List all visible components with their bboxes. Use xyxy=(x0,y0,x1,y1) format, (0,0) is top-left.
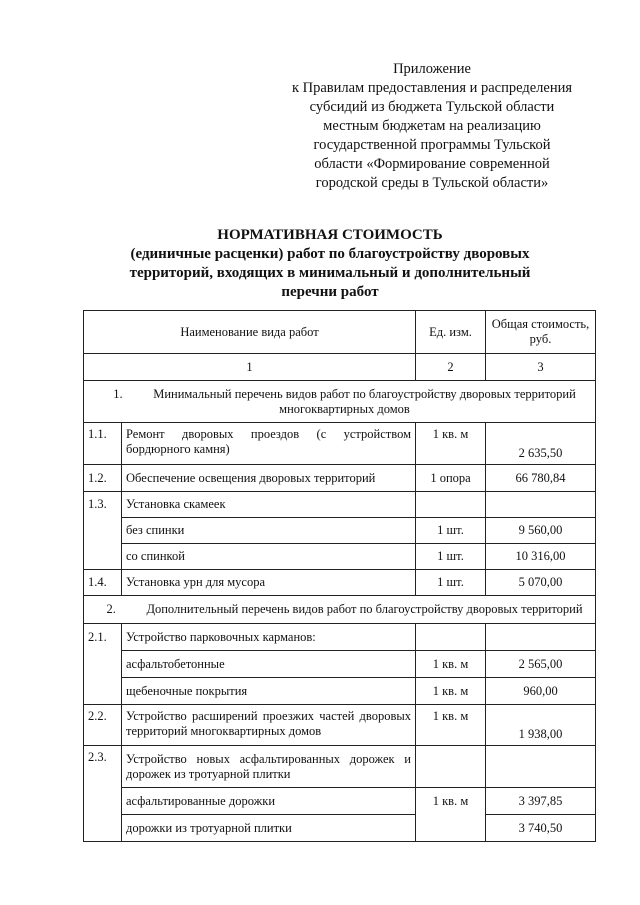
row-number: 2.3. xyxy=(84,746,122,842)
row-cost: 2 635,50 xyxy=(486,423,596,465)
row-unit: 1 кв. м xyxy=(416,423,486,465)
row-unit: 1 кв. м xyxy=(416,705,486,746)
table-row xyxy=(84,705,596,746)
section-title: Дополнительный перечень видов работ по благоустройству дворовых территорий xyxy=(146,602,583,616)
table-row xyxy=(84,423,596,465)
section-row xyxy=(84,596,596,624)
row-name: Устройство парковочных карманов: xyxy=(122,624,416,651)
section-2 xyxy=(84,596,596,624)
row-unit: 1 шт. xyxy=(416,570,486,596)
row-name: щебеночные покрытия xyxy=(122,678,416,705)
row-unit: 1 шт. xyxy=(416,544,486,570)
appendix-line: городской среды в Тульской области» xyxy=(315,175,549,191)
row-unit: 1 кв. м xyxy=(416,788,486,842)
title-line: перечни работ xyxy=(281,284,379,300)
appendix-line: государственной программы Тульской xyxy=(313,137,551,153)
row-name: со спинкой xyxy=(122,544,416,570)
row-name: Устройство новых асфальтированных дорожек и дорожек из тротуарной плитки xyxy=(122,746,416,788)
row-unit: 1 кв. м xyxy=(416,651,486,678)
row-cost: 10 316,00 xyxy=(486,544,596,570)
row-number: 1.1. xyxy=(84,423,122,465)
table-row xyxy=(84,815,596,842)
row-unit: 1 опора xyxy=(416,465,486,492)
row-number: 2.2. xyxy=(84,705,122,746)
row-number: 1.3. xyxy=(84,492,122,570)
table-row xyxy=(84,678,596,705)
row-name: асфальтированные дорожки xyxy=(122,788,416,815)
table-row xyxy=(84,788,596,815)
row-name: Установка скамеек xyxy=(122,492,416,518)
row-unit xyxy=(416,624,486,651)
appendix-header xyxy=(272,60,592,193)
row-number: 1.4. xyxy=(84,570,122,596)
table-row xyxy=(84,465,596,492)
row-cost: 66 780,84 xyxy=(486,465,596,492)
row-unit: 1 шт. xyxy=(416,518,486,544)
row-cost: 3 397,85 xyxy=(486,788,596,815)
column-number: 2 xyxy=(416,354,486,381)
row-name: асфальтобетонные xyxy=(122,651,416,678)
section-number: 2. xyxy=(106,602,116,616)
table-row xyxy=(84,544,596,570)
table-row xyxy=(84,518,596,544)
table-row xyxy=(84,492,596,518)
row-number: 2.1. xyxy=(84,624,122,705)
table-row xyxy=(84,570,596,596)
row-cost xyxy=(486,746,596,788)
section-title: Минимальный перечень видов работ по благоустройству дворовых территорий многоквартирных домов xyxy=(153,386,576,416)
row-cost: 960,00 xyxy=(486,678,596,705)
section-number: 1. xyxy=(113,386,123,401)
appendix-line: к Правилам предоставления и распределения xyxy=(291,80,573,96)
table-row xyxy=(84,624,596,651)
section-1 xyxy=(84,381,596,423)
row-cost xyxy=(486,624,596,651)
cost-table xyxy=(83,310,596,842)
header-cost: Общая стоимость, руб. xyxy=(486,311,596,354)
appendix-line: субсидий из бюджета Тульской области xyxy=(309,99,555,115)
table-row xyxy=(84,746,596,788)
row-name: Обеспечение освещения дворовых территорий xyxy=(122,465,416,492)
table-header-row xyxy=(84,311,596,354)
row-cost: 5 070,00 xyxy=(486,570,596,596)
column-number: 1 xyxy=(84,354,416,381)
row-name: дорожки из тротуарной плитки xyxy=(122,815,416,842)
row-cost xyxy=(486,492,596,518)
header-name: Наименование вида работ xyxy=(84,311,416,354)
row-name: Ремонт дворовых проездов (с устройством бордюрного камня) xyxy=(122,423,416,465)
row-cost: 1 938,00 xyxy=(486,705,596,746)
title-line: НОРМАТИВНАЯ СТОИМОСТЬ xyxy=(217,227,443,243)
row-cost: 2 565,00 xyxy=(486,651,596,678)
row-name: Устройство расширений проезжих частей дворовых территорий многоквартирных домов xyxy=(122,705,416,746)
column-numbers-row xyxy=(84,354,596,381)
row-number: 1.2. xyxy=(84,465,122,492)
title-line: (единичные расценки) работ по благоустройству дворовых xyxy=(130,246,530,262)
row-unit xyxy=(416,492,486,518)
appendix-line: Приложение xyxy=(393,61,471,77)
document-title xyxy=(110,226,550,302)
column-number: 3 xyxy=(486,354,596,381)
row-name: Установка урн для мусора xyxy=(122,570,416,596)
appendix-line: области «Формирование современной xyxy=(314,156,550,172)
title-line: территорий, входящих в минимальный и дополнительный xyxy=(129,265,531,281)
row-name: без спинки xyxy=(122,518,416,544)
row-unit: 1 кв. м xyxy=(416,678,486,705)
table-row xyxy=(84,651,596,678)
header-unit: Ед. изм. xyxy=(416,311,486,354)
row-cost: 3 740,50 xyxy=(486,815,596,842)
row-cost: 9 560,00 xyxy=(486,518,596,544)
row-unit xyxy=(416,746,486,788)
section-row xyxy=(84,381,596,423)
appendix-line: местным бюджетам на реализацию xyxy=(323,118,541,134)
